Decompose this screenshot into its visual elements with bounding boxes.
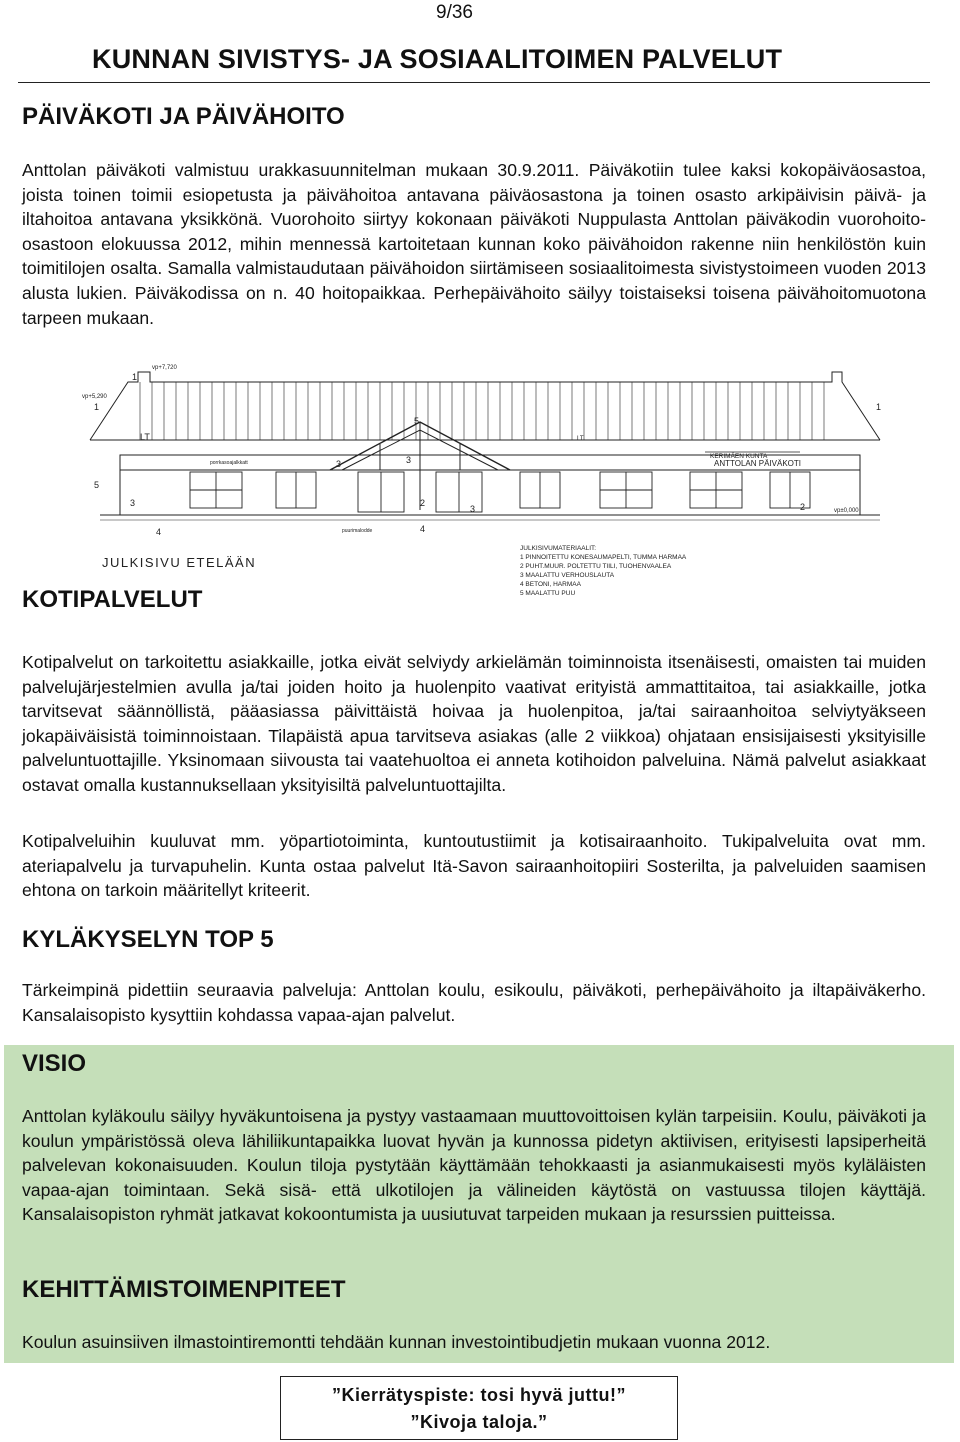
- svg-text:4: 4: [156, 527, 162, 537]
- drawing-title: JULKISIVU ETELÄÄN: [102, 555, 257, 570]
- paragraph-kotipalvelut-1: Kotipalvelut on tarkoitettu asiakkaille, jotka eivät selviydy arkielämän toiminnoista itsenäisesti, omaisten tai muiden palvelujärjestelmien avulla ja/tai joiden hoito ja huolenpito vaativat erityistä ammattitaitoa, tai asiakkaille, jotka tarvitsevat säännöllistä, pääasiassa päivittäistä hoivaa ja huolenpitoa, ja/tai sairaanhoitoa selviytyäkseen jokapäiväisistä toiminnoistaan. Tilapäistä apua tarvitseva asiakas (alle 2 viikkoa) ohjataan ensisijaisesti yksityisille palveluntuottajille. Yksinomaan siivousta tai vaatehuoltoa ei anneta kotihoidon palveluina. Nämä palvelut asiakkaat ostavat omalla kustannuksellaan yksityisiltä palveluntuottajilta.: [22, 652, 926, 795]
- svg-text:5: 5: [414, 416, 420, 426]
- materials-header: JULKISIVUMATERIAALIT:: [520, 545, 597, 552]
- owner-label-1: KERIMÄEN KUNTA: [710, 453, 768, 460]
- heading-kotipalvelut: KOTIPALVELUT: [22, 586, 203, 613]
- material-3: 3 MAALATTU VERHOUSLAUTA: [520, 572, 615, 579]
- paragraph-paivakoti: Anttolan päiväkoti valmistuu urakkasuunnitelman mukaan 30.9.2011. Päiväkotiin tulee kaksi kokopäiväosastoa, joista toinen toimii esiopetusta ja päivähoitoa antavana päiväosastona ja toinen osasto arkipäivisin päivä- ja iltahoitoa antavana yksikkönä. Vuorohoito siirtyy kokonaan päiväkoti Nuppulasta Anttolan päiväkodin vuorohoito-osastoon elokuussa 2012, mihin mennessä kartoitetaan kunnan koko päivähoidon rakenne niin henkilöstön kuin toimitilojen osalta. Samalla valmistaudutaan päivähoidon siirtämiseen sosiaalitoimesta sivistystoimeen vuoden 2013 alusta lukien. Päiväkodissa on n. 40 hoitopaikkaa. Perhepäivähoito säilyy toistaiseksi toisena päivähoitomuotona tarpeen mukaan.: [22, 160, 926, 328]
- material-2: 2 PUHT.MUUR. POLTETTU TIILI, TUOHENVAALEA: [520, 563, 672, 570]
- quote-line-1: ”Kierrätyspiste: tosi hyvä juttu!”: [331, 1385, 627, 1405]
- svg-text:3: 3: [470, 504, 476, 514]
- svg-text:2: 2: [420, 498, 426, 508]
- svg-text:3: 3: [406, 455, 412, 465]
- material-5: 5 MAALATTU PUU: [520, 590, 576, 597]
- svg-text:4: 4: [420, 524, 426, 534]
- level-eave: vp+5,290: [82, 394, 107, 400]
- heading-kylakysely: KYLÄKYSELYN TOP 5: [22, 926, 274, 953]
- svg-text:5: 5: [94, 480, 100, 490]
- level-ground: vp±0,000: [834, 508, 859, 514]
- heading-visio: VISIO: [22, 1050, 87, 1077]
- building-elevation-drawing: [80, 360, 900, 600]
- label-porch: porrkasoajalkkatt: [210, 460, 248, 466]
- quote-line-2: ”Kivoja taloja.”: [410, 1412, 548, 1432]
- svg-text:LT: LT: [140, 432, 150, 442]
- page-number: 9/36: [436, 2, 473, 23]
- svg-text:1: 1: [94, 402, 100, 412]
- heading-paivakoti: PÄIVÄKOTI JA PÄIVÄHOITO: [22, 103, 345, 130]
- title-divider: [18, 82, 930, 83]
- material-1: 1 PINNOITETTU KONESAUMAPELTI, TUMMA HARMAA: [520, 554, 687, 561]
- svg-text:1: 1: [132, 372, 138, 382]
- label-lt: LT: [577, 436, 584, 442]
- paragraph-kehittamistoimenpiteet: Koulun asuinsiiven ilmastointiremontti tehdään kunnan investointibudjetin mukaan vuonna 2012.: [22, 1332, 771, 1352]
- paragraph-kotipalvelut-2: Kotipalveluihin kuuluvat mm. yöpartiotoiminta, kuntoutustiimit ja kotisairaanhoito. Tukipalveluita ovat mm. ateriapalvelu ja turvapuhelin. Kunta ostaa palvelut Itä-Savon sairaanhoitopiiri Sosterilta, ja palveluiden saamisen ehtona on tarkoin määritellyt kriteerit.: [22, 831, 926, 901]
- label-base: puurimalodde: [342, 528, 373, 534]
- svg-text:3: 3: [130, 498, 136, 508]
- svg-text:3: 3: [336, 459, 342, 469]
- heading-kehittamistoimenpiteet: KEHITTÄMISTOIMENPITEET: [22, 1276, 346, 1303]
- main-title: KUNNAN SIVISTYS- JA SOSIAALITOIMEN PALVELUT: [92, 44, 783, 74]
- paragraph-kylakysely: Tärkeimpinä pidettiin seuraavia palveluja: Anttolan koulu, esikoulu, päiväkoti, perhepäivähoito ja iltapäiväkerho. Kansalaisopisto kysyttiin kohdassa vapaa-ajan palvelut.: [22, 980, 926, 1025]
- owner-label-2: ANTTOLAN PÄIVÄKOTI: [714, 459, 801, 468]
- svg-text:1: 1: [876, 402, 882, 412]
- svg-text:2: 2: [800, 502, 806, 512]
- material-4: 4 BETONI, HARMAA: [520, 581, 581, 588]
- quote-box: [280, 1376, 678, 1440]
- level-top: vp+7,720: [152, 365, 177, 371]
- paragraph-visio: Anttolan kyläkoulu säilyy hyväkuntoisena ja pystyy vastaamaan muuttovoittoisen kylän tarpeisiin. Koulu, päiväkoti ja koulun ympäristössä oleva lähiliikuntapaikka luovat hyvän ja kunnossa pidetyn aktiivisen, erityisesti lapsiperheitä palvelevan kokonaisuuden. Koulun tiloja pystytään käyttämään tehokkaasti ja asianmukaisesti myös kyläläisten vapaa-ajan toimintaan. Sekä sisä- että ulkotilojen ja välineiden käytöstä on vastuussa tilojen käyttäjä. Kansalaisopiston ryhmät jatkavat kokoontumista ja uusiutuvat tarpeiden mukaan ja resurssien puitteissa.: [22, 1106, 926, 1225]
